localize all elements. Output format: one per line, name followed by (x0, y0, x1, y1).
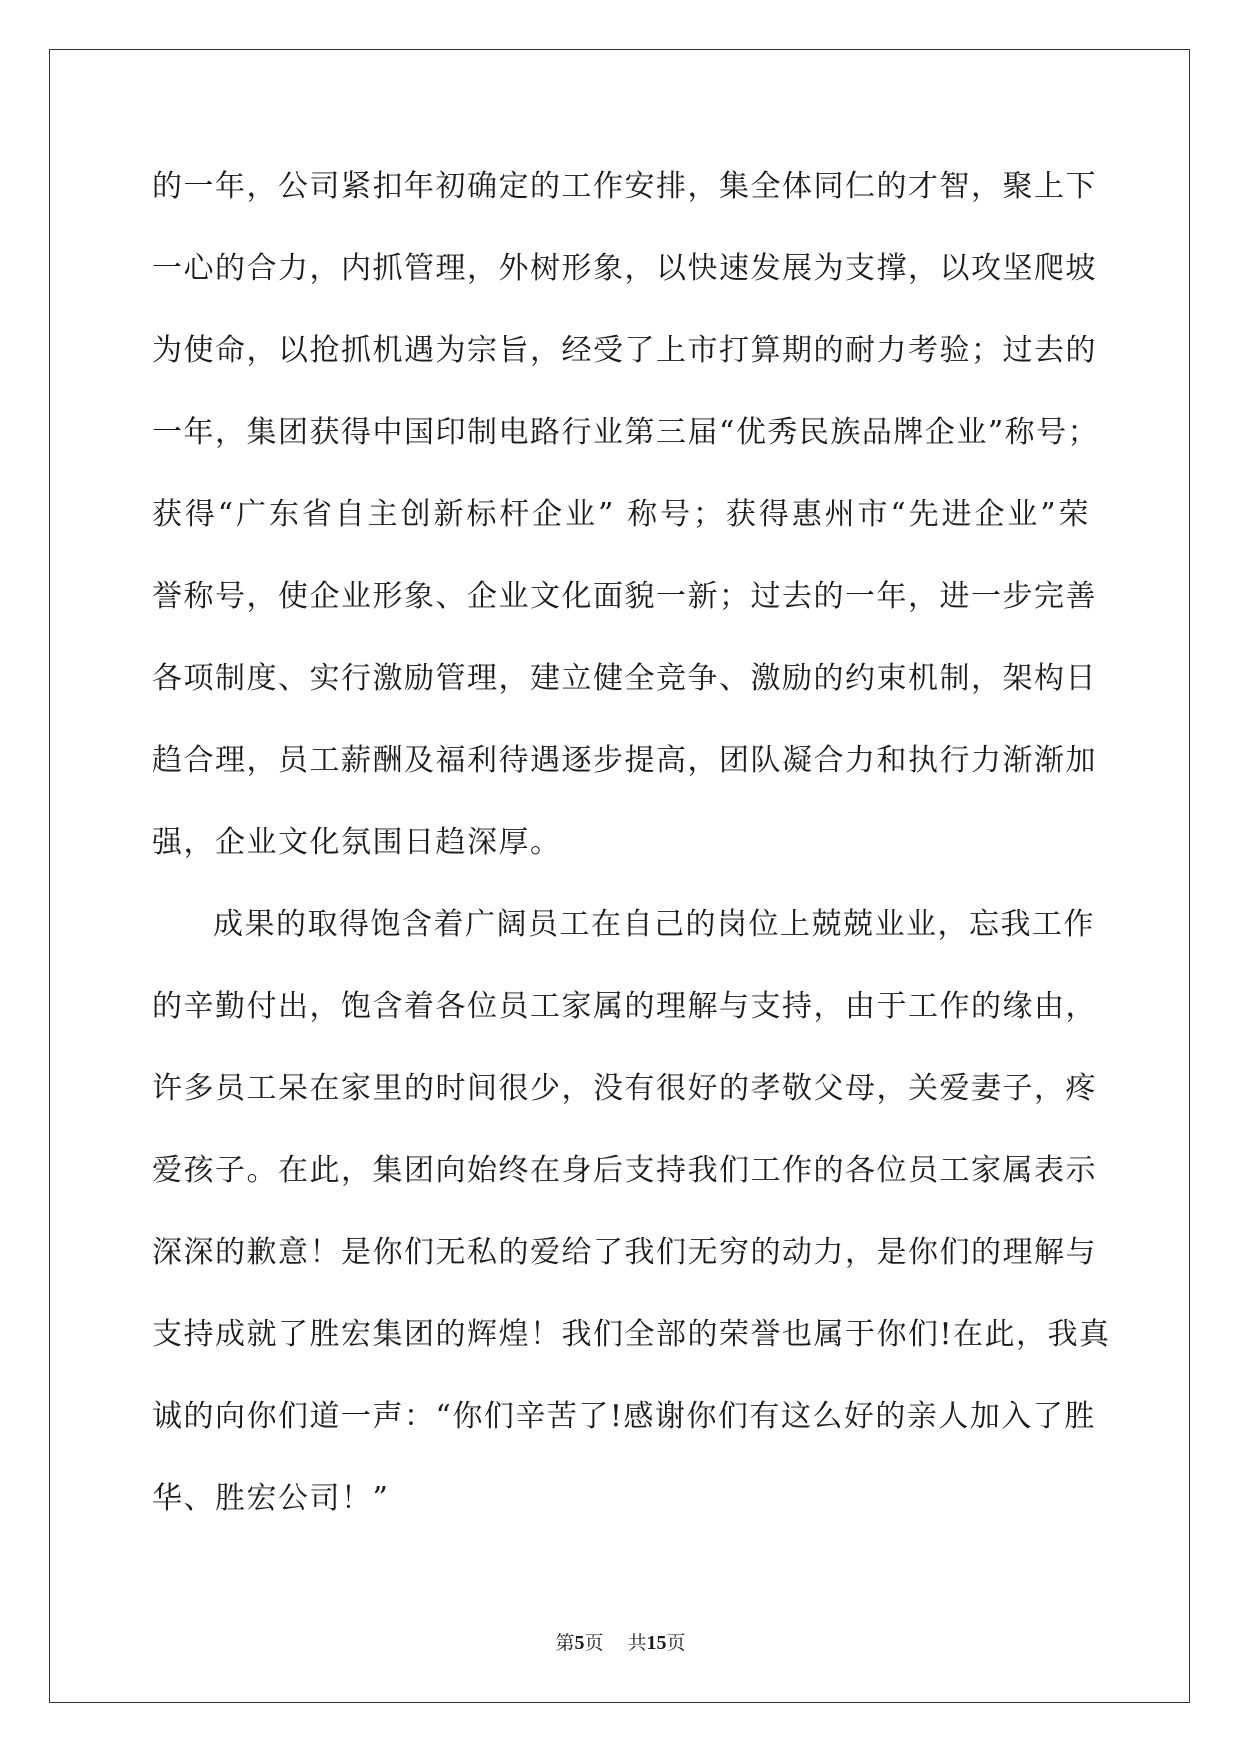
paragraph-2 (152, 900, 1111, 1556)
footer-total-prefix: 共 (627, 1632, 647, 1654)
text-line: 一年，集团获得中国印制电路行业第三届“优秀民族品牌企业”称号； (152, 415, 1100, 450)
text-line: 支持成就了胜宏集团的辉煌！我们全部的荣誉也属于你们!在此，我真 (152, 1317, 1111, 1352)
text-line: 一心的合力，内抓管理，外树形象，以快速发展为支撑，以攻坚爬坡 (152, 251, 1097, 286)
footer-total-suffix: 页 (666, 1632, 686, 1654)
text-line: 获得“广东省自主创新标杆企业” 称号；获得惠州市“先进企业”荣 (152, 497, 1090, 532)
total-pages-number: 15 (646, 1632, 667, 1654)
page-footer (0, 1631, 1241, 1655)
footer-page-word: 页 (584, 1632, 604, 1654)
paragraph-1 (152, 162, 1100, 900)
text-line: 诚的向你们道一声：“你们辛苦了!感谢你们有这么好的亲人加入了胜 (152, 1399, 1096, 1434)
current-page-number: 5 (574, 1632, 585, 1654)
text-line: 成果的取得饱含着广阔员工在自己的岗位上兢兢业业，忘我工作 (213, 907, 1095, 942)
text-line: 的辛勤付出，饱含着各位员工家属的理解与支持，由于工作的缘由， (152, 989, 1097, 1024)
text-line: 为使命，以抢抓机遇为宗旨，经受了上市打算期的耐力考验；过去的 (152, 333, 1097, 368)
text-line: 爱孩子。在此，集团向始终在身后支持我们工作的各位员工家属表示 (152, 1153, 1097, 1188)
text-line: 强，企业文化氛围日趋深厚。 (152, 825, 562, 860)
text-line: 趋合理，员工薪酬及福利待遇逐步提高，团队凝合力和执行力渐渐加 (152, 743, 1097, 778)
footer-prefix: 第 (555, 1632, 575, 1654)
text-line: 许多员工呆在家里的时间很少，没有很好的孝敬父母，关爱妻子，疼 (152, 1071, 1097, 1106)
text-line: 誉称号，使企业形象、企业文化面貌一新；过去的一年，进一步完善 (152, 579, 1097, 614)
text-line: 华、胜宏公司！” (152, 1481, 390, 1516)
text-line: 的一年，公司紧扣年初确定的工作安排，集全体同仁的才智，聚上下 (152, 169, 1097, 204)
text-line: 深深的歉意！是你们无私的爱给了我们无穷的动力，是你们的理解与 (152, 1235, 1097, 1270)
text-line: 各项制度、实行激励管理，建立健全竞争、激励的约束机制，架构日 (152, 661, 1097, 696)
document-body (152, 162, 1111, 1556)
